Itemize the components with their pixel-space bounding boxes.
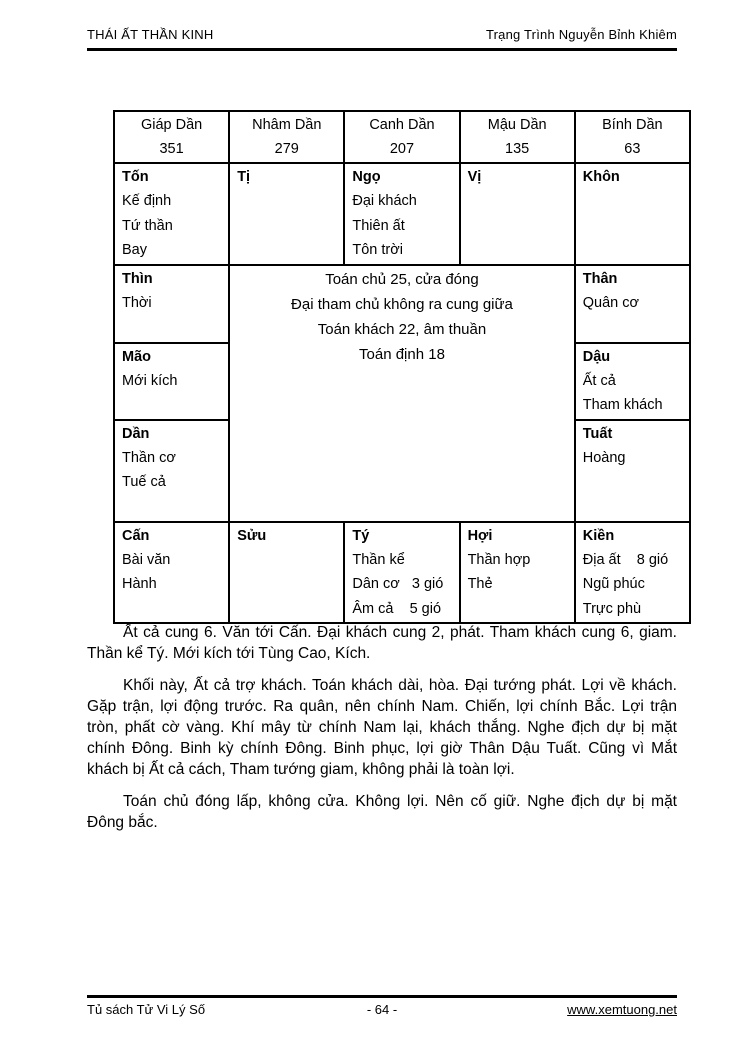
palace-line: Trực phù: [582, 600, 642, 617]
palace-khon: [575, 163, 690, 265]
center-line: Toán định 18: [359, 345, 445, 363]
author-name: Trạng Trình Nguyễn Bỉnh Khiêm: [485, 27, 677, 42]
palace-line: Ngũ phúc: [582, 576, 645, 592]
palace-vi: [460, 163, 575, 265]
year-cell-nham-dan: [229, 111, 344, 163]
palace-line: Thời: [122, 294, 152, 311]
palace-label: Khôn: [582, 169, 620, 185]
palace-line: Âm cả 5 gió: [352, 600, 442, 617]
palace-line: Đại khách: [352, 193, 417, 209]
year-name: Canh Dần: [369, 117, 435, 133]
palace-hoi: [460, 522, 575, 624]
palace-kien: [575, 522, 690, 624]
palace-label: Mão: [122, 348, 151, 365]
palace-than: [575, 265, 690, 343]
year-cell-canh-dan: [344, 111, 459, 163]
palace-label: Dần: [122, 425, 150, 442]
palace-line: Tuế cả: [122, 474, 166, 490]
palace-ngo: [344, 163, 459, 265]
website-link[interactable]: www.xemtuong.net: [567, 1002, 677, 1017]
palace-line: Tứ thần: [122, 217, 173, 234]
palace-row-mid1: [114, 265, 690, 343]
palace-line: Hoàng: [582, 449, 626, 466]
chart-center-cell: [229, 265, 575, 522]
thai-at-chart: [113, 110, 691, 624]
year-value: 135: [505, 141, 530, 157]
palace-mao: [114, 343, 229, 420]
palace-line: Tôn trời: [352, 242, 403, 258]
palace-can: [114, 522, 229, 624]
palace-label: Thân: [582, 270, 618, 287]
year-value: 351: [159, 141, 184, 157]
year-name: Nhâm Dần: [252, 117, 322, 133]
palace-row-bottom: [114, 522, 690, 624]
year-cell-mau-dan: [460, 111, 575, 163]
year-cell-binh-dan: [575, 111, 690, 163]
page-footer: [87, 995, 677, 1017]
palace-dan: [114, 420, 229, 522]
palace-label: Thìn: [122, 270, 153, 287]
year-value: 207: [389, 141, 415, 157]
palace-label: Ngọ: [352, 169, 381, 185]
palace-label: Sửu: [237, 527, 267, 544]
palace-line: Quân cơ: [582, 294, 640, 311]
year-cell-giap-dan: [114, 111, 229, 163]
palace-label: Vị: [467, 169, 482, 185]
palace-row-top: [114, 163, 690, 265]
palace-ton: [114, 163, 229, 265]
palace-label: Tốn: [122, 169, 149, 185]
paragraph: Toán chủ đóng lấp, không cửa. Không lợi. Nên cố giữ. Nghe địch dự bị mặt Đông bắc.: [87, 793, 677, 831]
palace-line: Bài văn: [122, 551, 171, 568]
page-header: [87, 27, 677, 51]
book-title: THÁI ẤT THẦN KINH: [87, 27, 214, 42]
palace-dau: [575, 343, 690, 420]
year-value: 279: [274, 141, 299, 157]
palace-label: Kiền: [582, 527, 615, 544]
commentary-text: [87, 622, 677, 844]
palace-line: Bay: [122, 242, 147, 258]
series-title: Tủ sách Tử Vi Lý Số: [87, 1002, 206, 1017]
year-name: Bính Dần: [602, 117, 663, 133]
palace-label: Tị: [237, 169, 251, 185]
year-value: 63: [624, 141, 641, 157]
page-number: - 64 -: [366, 1002, 398, 1017]
palace-line: Ất cả: [582, 372, 616, 389]
palace-ty: [344, 522, 459, 624]
center-line: Toán khách 22, âm thuần: [317, 320, 487, 338]
palace-label: Hợi: [467, 527, 493, 544]
center-line: Đại tham chủ không ra cung giữa: [291, 295, 513, 313]
palace-line: Kế định: [122, 193, 172, 209]
palace-label: Cấn: [122, 527, 150, 544]
palace-line: Thần hợp: [467, 551, 531, 568]
palace-line: Dân cơ 3 gió: [352, 576, 444, 592]
center-line: Toán chủ 25, cửa đóng: [325, 270, 479, 288]
palace-line: Thẻ: [467, 576, 493, 592]
paragraph: Ất cả cung 6. Văn tới Cấn. Đại khách cung 2, phát. Tham khách cung 6, giam. Thần kể Tý. Mới kích tới Tùng Cao, Kích.: [87, 624, 677, 662]
palace-line: Địa ất 8 gió: [582, 551, 669, 568]
palace-line: Thiên ất: [352, 217, 405, 234]
year-name: Giáp Dần: [140, 117, 203, 133]
palace-tuat: [575, 420, 690, 522]
palace-ti: [229, 163, 344, 265]
year-name: Mậu Dần: [487, 117, 547, 133]
palace-thin: [114, 265, 229, 343]
palace-label: Tý: [352, 527, 370, 544]
year-row: [114, 111, 690, 163]
palace-suu: [229, 522, 344, 624]
palace-line: Thần cơ: [122, 449, 176, 466]
palace-line: Tham khách: [582, 397, 663, 413]
palace-line: Hành: [122, 576, 157, 592]
palace-line: Mới kích: [122, 372, 178, 389]
paragraph: Khối này, Ất cả trợ khách. Toán khách dài, hòa. Đại tướng phát. Lợi về khách. Gặp trận, lợi động trước. Ra quân, nên chính Nam. Chiến, lợi chính Bắc. Lợi trận tròn, phất cờ vàng. Khí mây từ chính Nam lại, khách thắng. Nghe địch dự bị mặt chính Đông. Binh kỳ chính Đông. Binh phục, lợi giờ Thân Dậu Tuất. Cũng vì Mắt khách bị Ất cả cách, Tham tướng giam, không phải là toàn lợi.: [87, 677, 677, 778]
palace-label: Dậu: [582, 348, 611, 365]
palace-label: Tuất: [582, 425, 613, 442]
palace-line: Thần kể: [352, 551, 405, 568]
